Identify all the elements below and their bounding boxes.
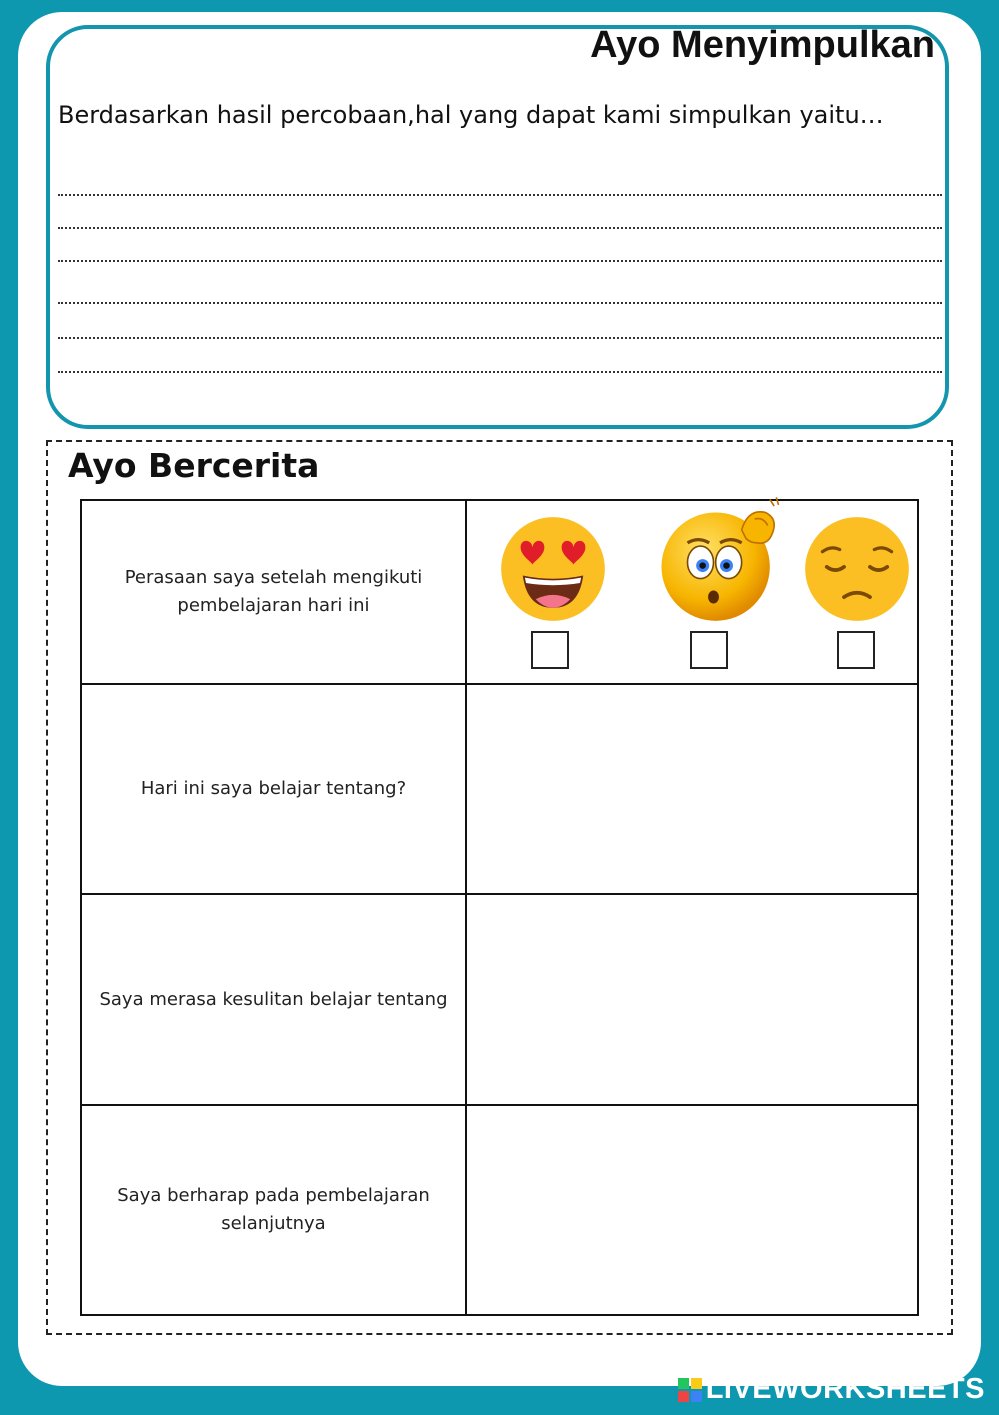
sad-checkbox[interactable] <box>837 631 875 669</box>
answer-line[interactable] <box>58 302 942 304</box>
answer-line[interactable] <box>58 194 942 196</box>
table-row <box>81 894 918 1105</box>
answer-line[interactable] <box>58 337 942 339</box>
heart-eyes-emoji-icon <box>499 515 607 623</box>
sad-emoji-icon <box>803 515 911 623</box>
answer-line[interactable] <box>58 227 942 229</box>
brand-name: LIVEWORKSHEETS <box>705 1373 985 1405</box>
conclusion-title: Ayo Menyimpulkan <box>590 24 935 66</box>
answer-cell[interactable] <box>466 684 918 894</box>
answer-line[interactable] <box>58 371 942 373</box>
question-cell: Hari ini saya belajar tentang? <box>81 684 466 894</box>
question-cell: Saya berharap pada pembelajaran selanjutnya <box>81 1105 466 1315</box>
confused-checkbox[interactable] <box>690 631 728 669</box>
table-row <box>81 684 918 894</box>
heart-eyes-checkbox[interactable] <box>531 631 569 669</box>
feeling-options <box>466 500 918 684</box>
reflection-title: Ayo Bercerita <box>68 446 320 485</box>
conclusion-prompt: Berdasarkan hasil percobaan,hal yang dapat kami simpulkan yaitu… <box>58 101 884 129</box>
answer-line[interactable] <box>58 260 942 262</box>
answer-cell[interactable] <box>466 894 918 1105</box>
question-cell: Perasaan saya setelah mengikuti pembelajaran hari ini <box>81 500 466 684</box>
reflection-table <box>80 499 919 1316</box>
liveworksheets-logo-icon <box>678 1378 702 1402</box>
table-row <box>81 500 918 684</box>
confused-emoji-icon <box>655 493 785 623</box>
question-cell: Saya merasa kesulitan belajar tentang <box>81 894 466 1105</box>
liveworksheets-branding <box>678 1373 985 1406</box>
table-row <box>81 1105 918 1315</box>
answer-cell[interactable] <box>466 1105 918 1315</box>
